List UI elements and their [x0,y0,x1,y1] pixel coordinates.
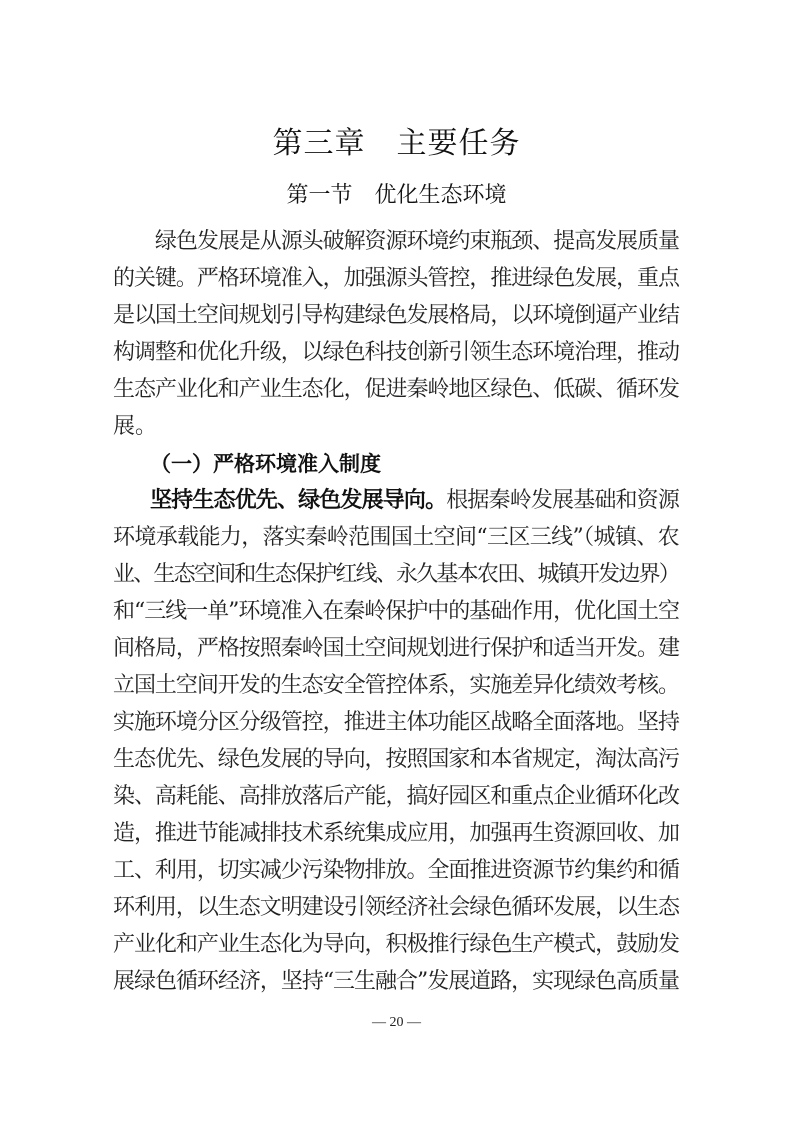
paragraph-line: 环利用，以生态文明建设引领经济社会绿色循环发展，以生态 [113,895,679,920]
paragraph-line: 染、高耗能、高排放落后产能，搞好园区和重点企业循环化改 [113,784,679,809]
paragraph-line: 是以国土空间规划引导构建绿色发展格局，以环境倒逼产业结 [113,303,679,328]
lead-bold-text: 坚持生态优先、绿色发展导向。 [150,488,447,513]
paragraph-line: 绿色发展是从源头破解资源环境约束瓶颈、提高发展质量 [113,229,679,254]
paragraph-line: 展绿色循环经济，坚持“三生融合”发展道路，实现绿色高质量 [113,969,679,994]
paragraph-line: 环境承载能力，落实秦岭范围国土空间“三区三线”（城镇、农 [113,525,679,550]
paragraph-line: 展。 [113,414,158,439]
paragraph-line: 构调整和优化升级，以绿色科技创新引领生态环境治理，推动 [113,340,679,365]
paragraph-line: 立国土空间开发的生态安全管控体系，实施差异化绩效考核。 [113,673,679,698]
subsection-heading: （一）严格环境准入制度 [150,452,381,476]
chapter-title: 第三章 主要任务 [272,126,521,161]
page-number: — 20 — [372,1015,421,1030]
paragraph-line: 和“三线一单”环境准入在秦岭保护中的基础作用，优化国土空 [113,599,679,624]
paragraph-line: 业、生态空间和生态保护红线、永久基本农田、城镇开发边界） [113,562,679,587]
paragraph-line: 生态产业化和产业生态化，促进秦岭地区绿色、低碳、循环发 [113,377,679,402]
paragraph-line: 产业化和产业生态化为导向，积极推行绿色生产模式，鼓励发 [113,932,679,957]
paragraph-line: 造，推进节能减排技术系统集成应用，加强再生资源回收、加 [113,821,679,846]
paragraph-line: 实施环境分区分级管控，推进主体功能区战略全面落地。坚持 [113,710,679,735]
lead-rest-text: 根据秦岭发展基础和资源 [446,488,679,513]
paragraph-line: 工、利用，切实减少污染物排放。全面推进资源节约集约和循 [113,858,679,883]
paragraph-line: 间格局，严格按照秦岭国土空间规划进行保护和适当开发。建 [113,636,679,661]
paragraph-first-line [150,486,679,516]
paragraph-line: 的关键。严格环境准入，加强源头管控，推进绿色发展，重点 [113,266,679,291]
paragraph-line: 生态优先、绿色发展的导向，按照国家和本省规定，淘汰高污 [113,747,679,772]
section-title: 第一节 优化生态环境 [286,183,507,208]
